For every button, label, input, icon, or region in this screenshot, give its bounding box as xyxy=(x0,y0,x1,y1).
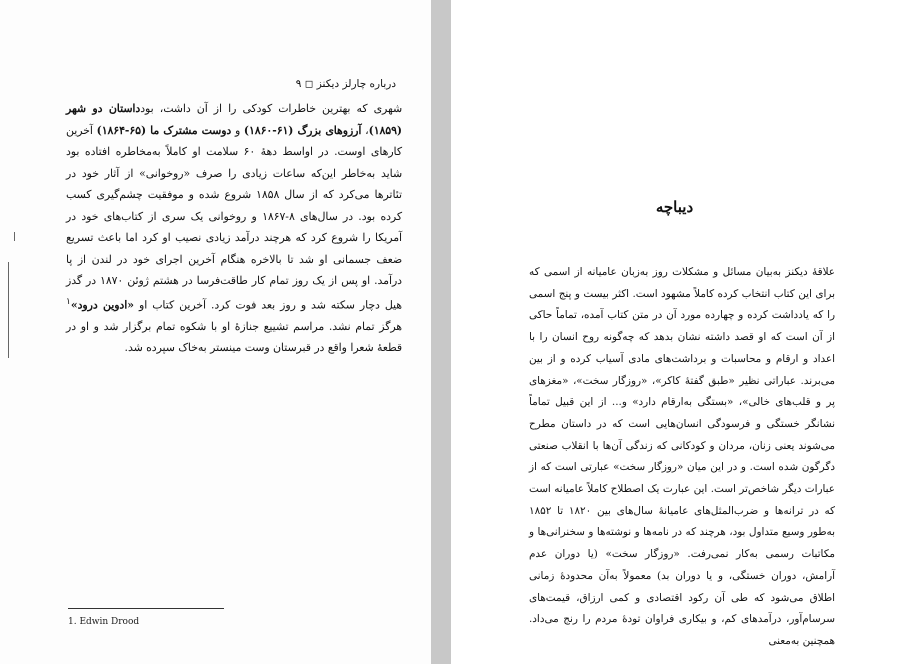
margin-mark xyxy=(8,262,9,358)
footnote-mark: ۱ xyxy=(66,296,71,307)
chapter-title: دیباچه xyxy=(655,198,694,216)
text-before: شهری که بهترین خاطرات کودکی را از آن داشت، بود xyxy=(140,102,403,115)
right-body-text xyxy=(529,262,835,653)
right-paragraph: علاقهٔ دیکنز به‌بیان مسائل و مشکلات روز به‌زبان عامیانه از اسمی که برای این کتاب انتخاب کرده کاملاً مشهود است. اکثر بیست و پنج اسمی را که یادداشت کرده و چهارده مورد آن در متن کتاب آمده، تماماً حاکی از آن است که او قصد داشته نشان بدهد که چه‌گونه روح انسان را با اعداد و ارقام و محاسبات و برداشت‌های مادی آسیاب کرده و از بین می‌برند. عباراتی نظیر «طبق گفتهٔ کاکر»، «روزگار سخت»، «مغزهای پر و قلب‌های خالی»، «بستگی به‌ارقام دارد» و... از این قبیل تماماً نشانگر خستگی و فرسودگی انسان‌هایی است که در داستان مطرح می‌شوند یعنی زنان، مردان و کودکانی که زندگی آن‌ها با انقلاب صنعتی دگرگون شده است. و در این میان «روزگار سخت» عبارتی است که از عبارات دیگر شاخص‌تر است. این عبارت یک اصطلاح کاملاً عامیانه است که در ترانه‌ها و ضرب‌المثل‌های عامیانهٔ سال‌های بین ۱۸۲۰ تا ۱۸۵۲ به‌طور وسیع متداول بود، هرچند که در نامه‌ها و نوشته‌ها و سخنرانی‌ها و مکاتبات رسمی به‌کار نمی‌رفت. «روزگار سخت» (یا دوران عدم آرامش، دوران خستگی، و یا دوران بد) معمولاً به‌آن محدودهٔ زمانی اطلاق می‌شود که طی آن رکود اقتصادی و کمی ارزاق، قیمت‌های سرسام‌آور، درآمدهای کم، و بیکاری فراوان تودهٔ مردم را رنج می‌داد. همچنین به‌معنی xyxy=(529,266,835,647)
footnote: 1. Edwin Drood xyxy=(68,617,140,627)
title-our-mutual-friend: دوست مشترک ما (۶۵-۱۸۶۴) xyxy=(96,123,232,137)
text-end: هرگز تمام نشد. مراسم تشییع جنازهٔ او با شکوه تمام برگزار شد و او در قطعهٔ شعرا واقع در قبرستان وست مینستر به‌خاک سپرده شد. xyxy=(66,319,402,355)
left-body-text xyxy=(66,98,402,359)
page-gutter xyxy=(431,0,451,664)
right-page xyxy=(451,0,898,664)
title-edwin-drood: «ادوین درود» xyxy=(70,298,134,312)
margin-mark xyxy=(14,232,15,241)
left-paragraph xyxy=(66,98,402,359)
separator: ، xyxy=(361,123,369,137)
left-page xyxy=(0,0,431,664)
running-head: درباره چارلز دیکنز ◻ ۹ xyxy=(295,78,396,90)
title-tale-of-two-cities: داستان دو شهر (۱۸۵۹) xyxy=(66,102,403,137)
footnote-rule xyxy=(68,608,224,609)
title-great-expectations: آرزوهای بزرگ (۶۱-۱۸۶۰) xyxy=(243,123,362,137)
separator: و xyxy=(231,123,244,137)
text-middle: آخرین کارهای اوست. در اواسط دههٔ ۶۰ سلامت او کاملاً به‌مخاطره افتاده بود شاید به‌خاطر این‌که ساعات زیادی را صرف «روخوانی» از آثار خود در تئاترها می‌کرد که از سال ۱۸۵۸ شروع شده و موفقیت چشم‌گیری کسب کرده بود. در سال‌های ۸-۱۸۶۷ و روخوانی یک سری از کتاب‌های خود در آمریکا را شروع کرد که هرچند درآمد زیادی نصیب او کرد اما باعث تسریع ضعف جسمانی او شد تا بالاخره هنگام آخرین اجرای خود در لندن از پا درآمد. او پس از یک روز تمام کار طاقت‌فرسا در هشتم ژوئن ۱۸۷۰ در گدز هیل دچار سکته شد و روز بعد فوت کرد. آخرین کتاب او xyxy=(66,123,403,312)
